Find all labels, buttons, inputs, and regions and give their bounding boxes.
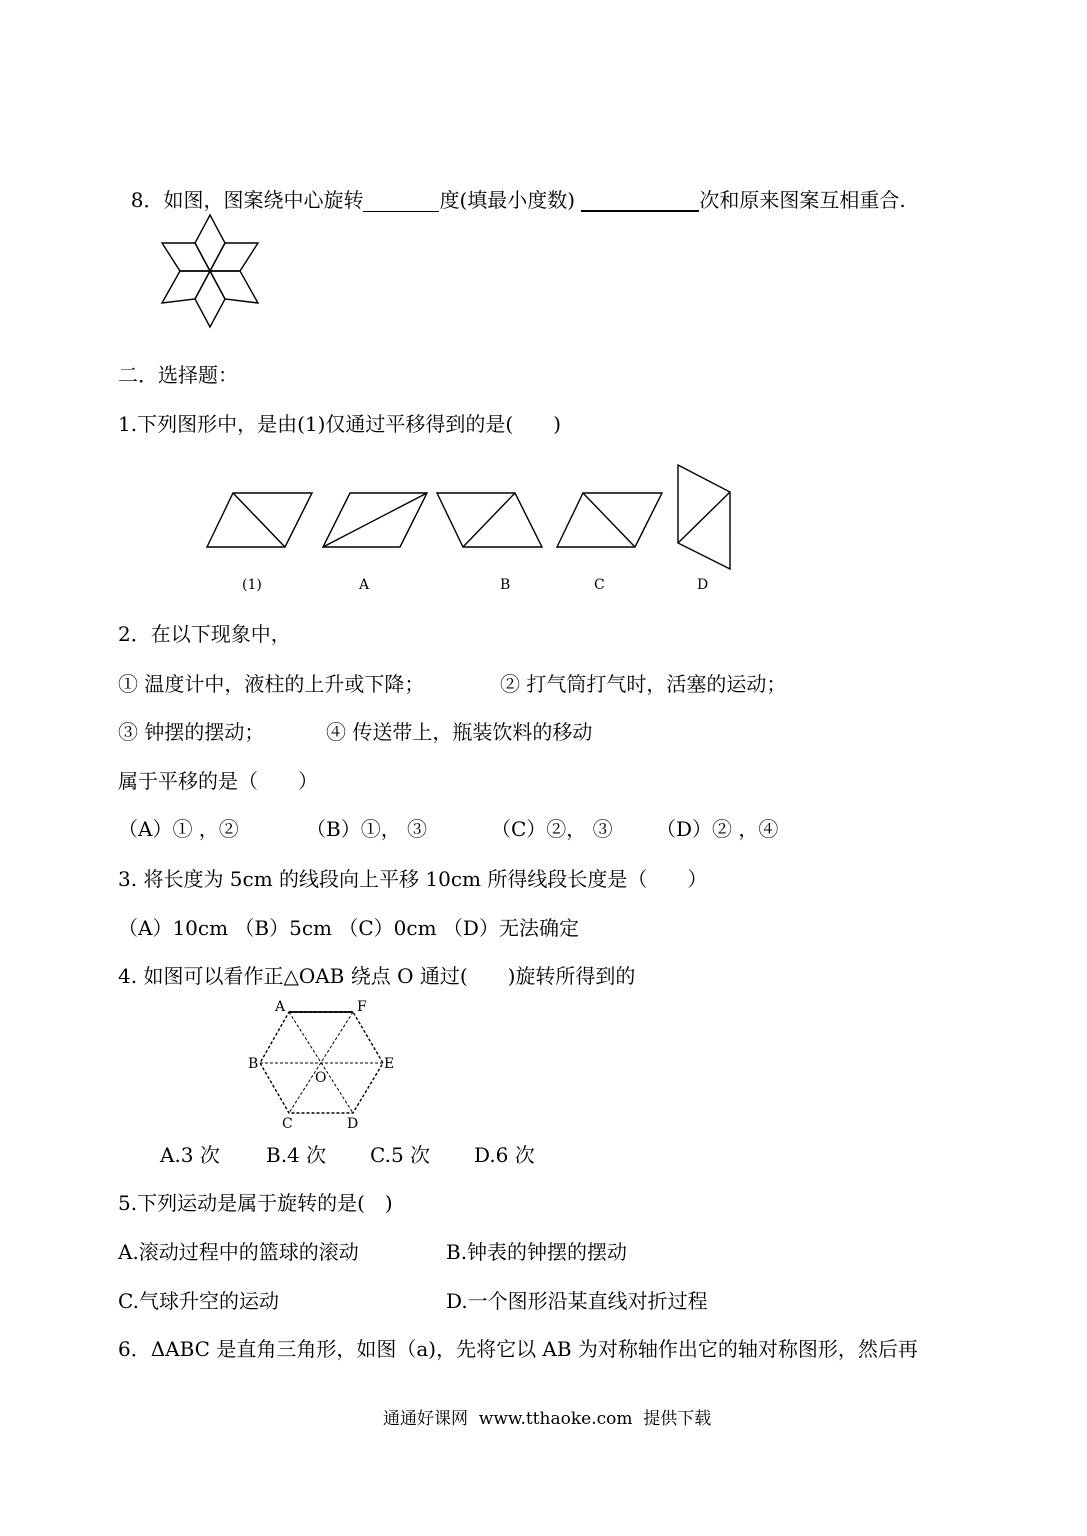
q2-option-c[interactable]: （C）②， ③ <box>491 817 613 841</box>
q2-item2: ② 打气筒打气时，活塞的运动； <box>500 672 787 696</box>
q4-vertex-c: C <box>282 1116 293 1132</box>
rhombus-lower-left <box>162 271 210 303</box>
q1-label-c: C <box>594 577 605 593</box>
q4-text: 4. 如图可以看作正△OAB 绕点 O 通过( )旋转所得到的 <box>118 964 636 988</box>
section2-title: 二．选择题： <box>118 363 238 387</box>
q5-option-b[interactable]: B.钟表的钟摆的摆动 <box>446 1240 628 1264</box>
q2-option-a[interactable]: （A）① ，② <box>118 817 239 841</box>
q4-option-c[interactable]: C.5 次 <box>370 1143 431 1167</box>
rhombus-upper-left <box>162 243 210 271</box>
q2-intro: 2．在以下现象中， <box>118 622 291 646</box>
q5-option-c[interactable]: C.气球升空的运动 <box>118 1289 279 1313</box>
q4-vertex-a: A <box>275 999 286 1015</box>
q8-star-figure <box>155 208 265 338</box>
q5-option-a[interactable]: A.滚动过程中的篮球的滚动 <box>118 1240 359 1264</box>
parallelogram-b <box>437 493 542 547</box>
q1-label-d: D <box>697 577 709 593</box>
q1-figures <box>200 460 740 560</box>
q1-label-a: A <box>359 577 370 593</box>
q1-label-1: (1) <box>242 577 262 593</box>
q8-text-b: 度(填最小度数) <box>439 188 576 212</box>
q4-vertex-f: F <box>357 999 367 1015</box>
rhombus-lower-right <box>210 271 258 303</box>
q2-item3: ③ 钟摆的摆动； <box>118 720 265 744</box>
rhombus-bottom <box>195 271 225 327</box>
parallelogram-1 <box>207 493 312 547</box>
parallelogram-d <box>678 465 730 569</box>
rhombus-top <box>195 215 225 271</box>
q4-option-b[interactable]: B.4 次 <box>266 1143 327 1167</box>
q2-item1: ① 温度计中，液柱的上升或下降； <box>118 672 425 696</box>
q4-vertex-d: D <box>347 1116 359 1132</box>
q4-option-a[interactable]: A.3 次 <box>160 1143 220 1167</box>
q2-option-b[interactable]: （B）①， ③ <box>306 817 428 841</box>
parallelogram-a <box>323 493 427 547</box>
q5-option-d[interactable]: D.一个图形沿某直线对折过程 <box>446 1289 708 1313</box>
q8-text-c: 次和原来图案互相重合. <box>699 188 906 212</box>
q2-question: 属于平移的是（ ） <box>118 769 318 793</box>
q2-option-d[interactable]: （D）② ，④ <box>656 817 779 841</box>
parallelogram-c <box>557 493 662 547</box>
q8-text-a: 8．如图，图案绕中心旋转 <box>130 188 364 212</box>
q8-line <box>118 164 906 212</box>
q4-vertex-b: B <box>248 1056 259 1072</box>
q4-hexagon-figure <box>245 995 395 1130</box>
q1-text: 1.下列图形中，是由(1)仅通过平移得到的是( ) <box>118 412 562 436</box>
q1-label-b: B <box>500 577 511 593</box>
q4-vertex-e: E <box>384 1056 395 1072</box>
q3-text: 3. 将长度为 5cm 的线段向上平移 10cm 所得线段长度是（ ） <box>118 867 708 891</box>
q2-item4: ④ 传送带上，瓶装饮料的移动 <box>326 720 593 744</box>
q4-vertex-o: O <box>315 1070 327 1086</box>
q8-blank-degrees[interactable] <box>363 191 439 212</box>
q3-options[interactable]: （A）10cm （B）5cm （C）0cm （D）无法确定 <box>118 916 579 940</box>
page-footer: 通通好课网 www.tthaoke.com 提供下载 <box>383 1409 712 1429</box>
q6-text: 6．ΔABC 是直角三角形，如图（a)，先将它以 AB 为对称轴作出它的轴对称图形，然后再 <box>118 1337 918 1361</box>
rhombus-upper-right <box>210 243 258 271</box>
q5-text: 5.下列运动是属于旋转的是( ) <box>118 1191 393 1215</box>
q4-option-d[interactable]: D.6 次 <box>474 1143 535 1167</box>
q8-blank-times[interactable] <box>581 190 699 212</box>
